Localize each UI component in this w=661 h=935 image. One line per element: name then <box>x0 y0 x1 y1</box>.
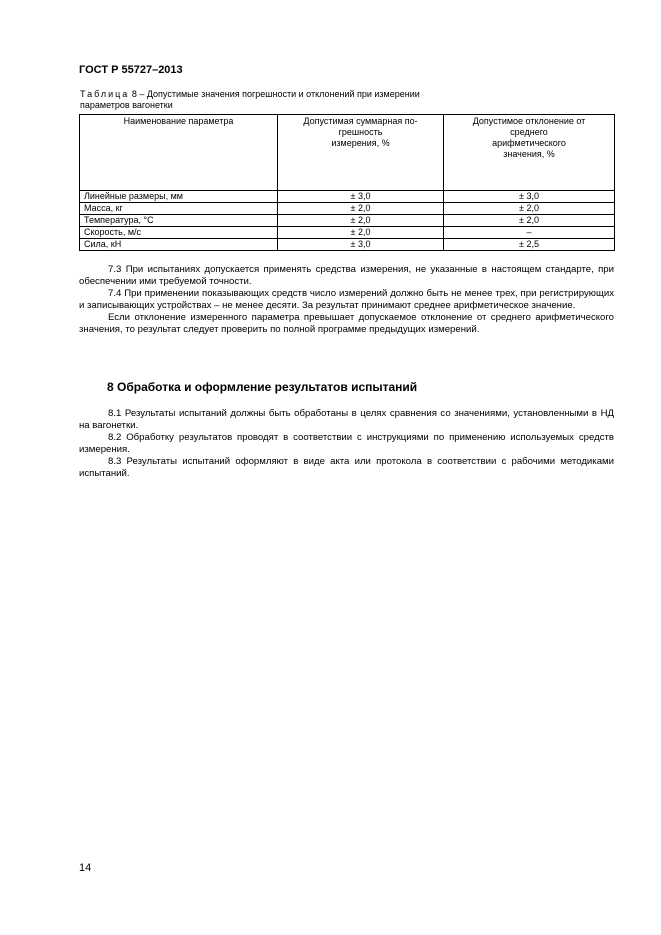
table-header-row <box>80 115 615 191</box>
table-row <box>80 203 615 215</box>
table-cell-parameter: Скорость, м/с <box>80 227 278 239</box>
section-8-text <box>79 408 614 480</box>
table-cell-deviation: ± 2,0 <box>444 215 615 227</box>
column-header-total-error: Допустимая суммарная по- грешность измерения, % <box>278 115 444 191</box>
parameters-table <box>79 114 615 251</box>
table-row <box>80 191 615 203</box>
paragraph-deviation-note: Если отклонение измеренного параметра превышает допускаемое отклонение от среднего арифметического значения, то результат следует проверить по полной программе предыдущих измерений. <box>79 312 614 335</box>
section-8-heading: 8 Обработка и оформление результатов испытаний <box>107 380 418 394</box>
table-cell-parameter: Масса, кг <box>80 203 278 215</box>
table-cell-parameter: Температура, °С <box>80 215 278 227</box>
table-caption-label: Таблица <box>80 89 130 99</box>
table-row <box>80 227 615 239</box>
table-caption-text: – Допустимые значения погрешности и отклонений при измерении <box>139 89 420 99</box>
table-caption <box>80 89 600 111</box>
paragraph-7-3: 7.3 При испытаниях допускается применять средства измерения, не указанные в настоящем стандарте, при обеспечении ими требуемой точности. <box>79 264 614 287</box>
table-cell-total-error: ± 2,0 <box>278 203 444 215</box>
table-row <box>80 239 615 251</box>
paragraph-8-3: 8.3 Результаты испытаний оформляют в виде акта или протокола в соответствии с рабочими методиками испытаний. <box>79 456 614 479</box>
paragraph-8-1: 8.1 Результаты испытаний должны быть обработаны в целях сравнения со значениями, установленными в НД на вагонетки. <box>79 408 614 431</box>
table-cell-parameter: Линейные размеры, мм <box>80 191 278 203</box>
document-header: ГОСТ Р 55727–2013 <box>79 64 183 76</box>
table-caption-number: 8 <box>131 89 137 99</box>
table-cell-deviation: ± 2,5 <box>444 239 615 251</box>
table-cell-total-error: ± 2,0 <box>278 227 444 239</box>
table-row <box>80 215 615 227</box>
table-cell-total-error: ± 3,0 <box>278 191 444 203</box>
table-cell-deviation: ± 2,0 <box>444 203 615 215</box>
column-header-deviation: Допустимое отклонение от среднего арифметического значения, % <box>444 115 615 191</box>
table-cell-parameter: Сила, кН <box>80 239 278 251</box>
table-cell-deviation: ± 3,0 <box>444 191 615 203</box>
page-number: 14 <box>79 862 92 874</box>
table-caption-text-continued: параметров вагонетки <box>80 100 173 110</box>
column-header-parameter: Наименование параметра <box>80 115 278 191</box>
table-cell-total-error: ± 2,0 <box>278 215 444 227</box>
paragraph-8-2: 8.2 Обработку результатов проводят в соответствии с инструкциями по применению используемых средств измерения. <box>79 432 614 455</box>
paragraph-7-4: 7.4 При применении показывающих средств число измерений должно быть не менее трех, при регистрирующих и записывающих устройствах – не менее десяти. За результат принимают среднее арифметическое значение. <box>79 288 614 311</box>
section-7-text <box>79 264 614 336</box>
table-cell-deviation: – <box>444 227 615 239</box>
table-cell-total-error: ± 3,0 <box>278 239 444 251</box>
